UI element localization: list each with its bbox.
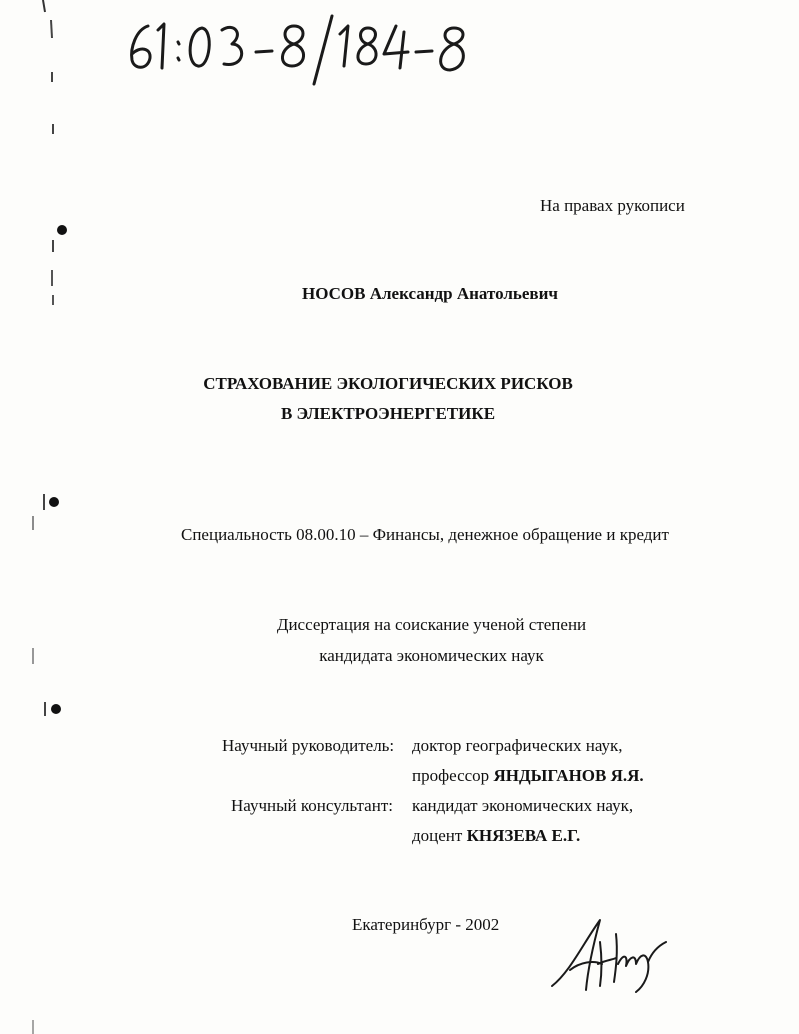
- handwritten-archive-code: [118, 8, 478, 88]
- supervisor-label: Научный руководитель:: [222, 736, 395, 755]
- dissertation-title-line-2: В ЭЛЕКТРОЭНЕРГЕТИКЕ: [280, 404, 496, 423]
- consultant-title-name: [412, 826, 580, 846]
- supervisor-title: профессор: [412, 766, 490, 785]
- supervisor-title-name: [412, 766, 644, 786]
- consultant-title: доцент: [412, 826, 463, 845]
- dissertation-title-line-1: СТРАХОВАНИЕ ЭКОЛОГИЧЕСКИХ РИСКОВ: [203, 374, 573, 393]
- consultant-label: Научный консультант:: [231, 796, 393, 815]
- consultant-degree: кандидат экономических наук,: [412, 796, 634, 815]
- city-year: Екатеринбург - 2002: [352, 915, 500, 934]
- degree-statement-line-2: кандидата экономических наук: [319, 646, 544, 665]
- supervisor-degree: доктор географических наук,: [412, 736, 623, 755]
- handwritten-signature: [540, 912, 680, 1002]
- consultant-name: КНЯЗЕВА Е.Г.: [466, 826, 581, 845]
- specialty-line: Специальность 08.00.10 – Финансы, денежное обращение и кредит: [181, 525, 669, 544]
- degree-statement-line-1: Диссертация на соискание ученой степени: [276, 615, 587, 634]
- author-name: НОСОВ Александр Анатольевич: [302, 284, 558, 303]
- rights-notice: На правах рукописи: [540, 196, 685, 215]
- supervisor-name: ЯНДЫГАНОВ Я.Я.: [493, 766, 644, 785]
- margin-scan-marks: [0, 0, 80, 1034]
